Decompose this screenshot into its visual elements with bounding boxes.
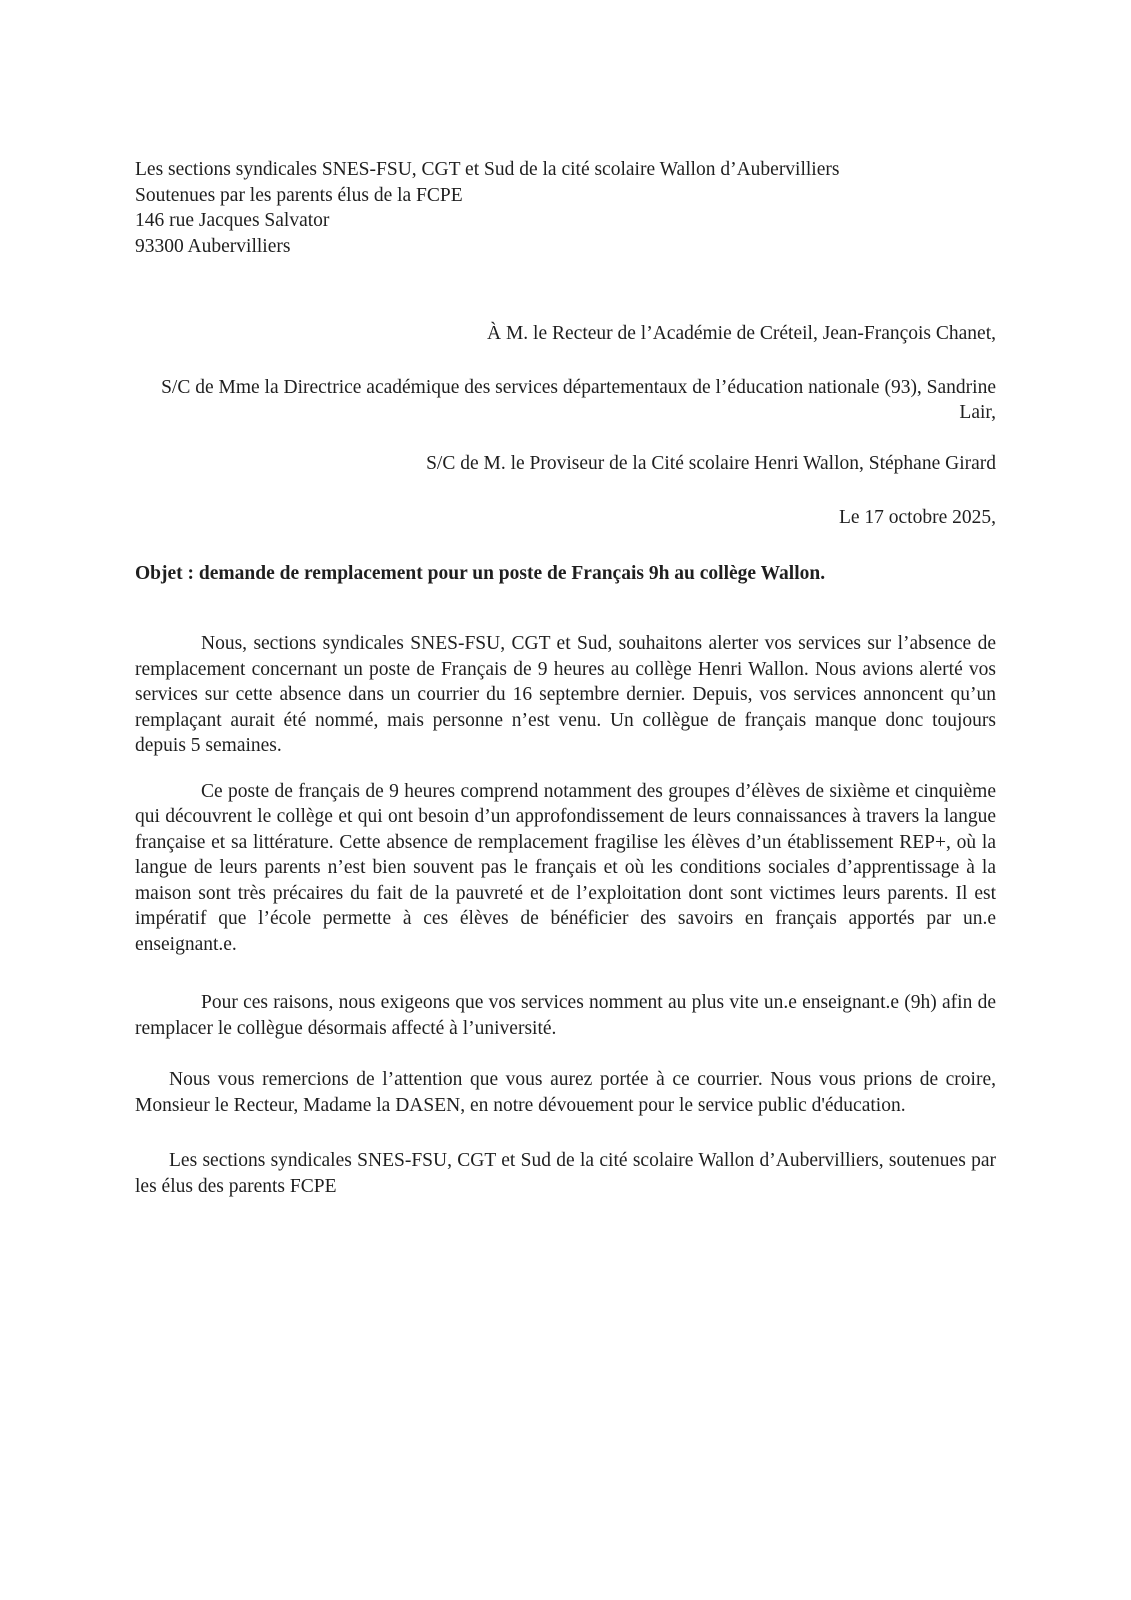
recipient-recteur: À M. le Recteur de l’Académie de Créteil, Jean-François Chanet, (487, 323, 996, 344)
recipient-dasen: S/C de Mme la Directrice académique des services départementaux de l’éducation nationale (93), Sandrine Lair, (161, 376, 996, 423)
sender-organisation: Les sections syndicales SNES-FSU, CGT et Sud de la cité scolaire Wallon d’Aubervilliers (135, 159, 840, 180)
date-line: Le 17 octobre 2025, (838, 507, 996, 528)
paragraph-signature: Les sections syndicales SNES-FSU, CGT et Sud de la cité scolaire Wallon d’Aubervilliers, soutenues par les élus des parents FCPE (135, 1150, 996, 1197)
sender-support-line: Soutenues par les parents élus de la FCPE (135, 184, 463, 206)
paragraph-alert: Nous, sections syndicales SNES-FSU, CGT et Sud, souhaitons alerter vos services sur l’absence de remplacement concernant un poste de Français de 9 heures au collège Henri Wallon. Nous avions alerté vos services sur cette absence dans un courrier du 16 septembre dernier. Depuis, vos services annoncent qu’un remplaçant aurait été nommé, mais personne n’est venu. Un collègue de français manque donc toujours depuis 5 semaines. (135, 633, 996, 756)
paragraph-demand: Pour ces raisons, nous exigeons que vos services nomment au plus vite un.e enseignant.e (9h) afin de remplacer le collègue désormais affecté à l’université. (135, 992, 996, 1039)
sender-city: 93300 Aubervilliers (135, 235, 291, 257)
recipient-proviseur: S/C de M. le Proviseur de la Cité scolaire Henri Wallon, Stéphane Girard (426, 452, 996, 474)
sender-street-address: 146 rue Jacques Salvator (135, 210, 330, 231)
subject-line: Objet : demande de remplacement pour un poste de Français 9h au collège Wallon. (135, 562, 826, 584)
paragraph-context: Ce poste de français de 9 heures comprend notamment des groupes d’élèves de sixième et cinquième qui découvrent le collège et qui ont besoin d’un approfondissement de leurs connaissances à travers la langue française et sa littérature. Cette absence de remplacement fragilise les élèves d’un établissement REP+, où la langue de leurs parents n’est bien souvent pas le français et où les conditions sociales d’apprentissage à la maison sont très précaires du fait de la pauvreté et de l’exploitation dont sont victimes leurs parents. Il est impératif que l’école permette à ces élèves de bénéficier des savoirs en français apportés par un.e enseignant.e. (135, 780, 996, 955)
paragraph-closing: Nous vous remercions de l’attention que vous aurez portée à ce courrier. Nous vous prions de croire, Monsieur le Recteur, Madame la DASEN, en notre dévouement pour le service public d'éducation. (135, 1069, 996, 1116)
letter-content (135, 157, 996, 1199)
sender-block (135, 157, 996, 259)
